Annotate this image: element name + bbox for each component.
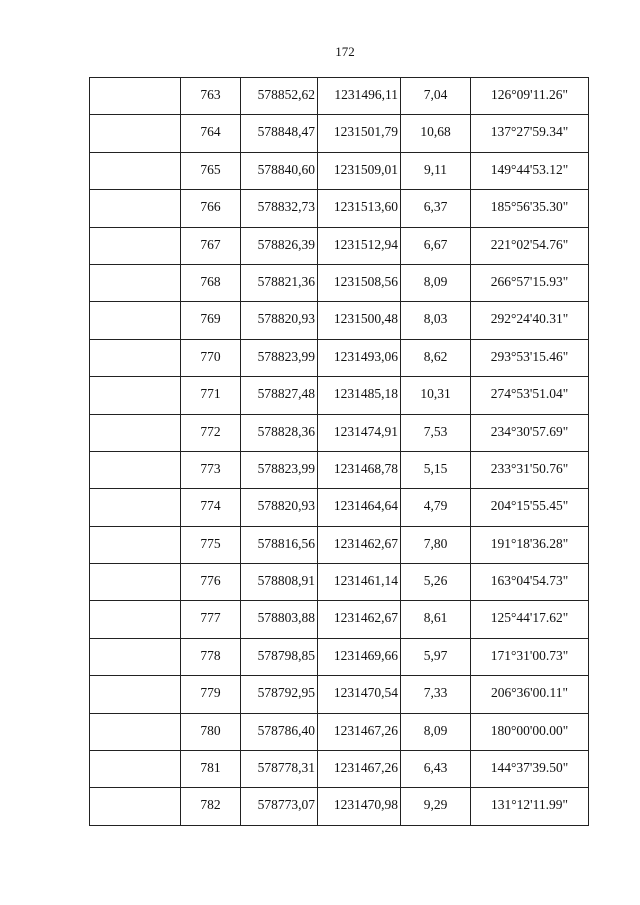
empty-cell xyxy=(90,601,181,638)
direction-angle-cell xyxy=(471,564,589,601)
x-coordinate-cell-text: 578820,93 xyxy=(257,498,315,514)
point-number-cell xyxy=(181,414,241,451)
x-coordinate-cell-text: 578852,62 xyxy=(257,87,315,102)
x-coordinate-cell xyxy=(241,227,318,264)
y-coordinate-cell xyxy=(318,377,401,414)
distance-cell xyxy=(401,377,471,414)
empty-cell xyxy=(90,676,181,713)
direction-angle-cell-text: 191°18'36.28" xyxy=(490,535,569,551)
empty-cell xyxy=(90,564,181,601)
empty-cell-text xyxy=(90,714,180,723)
y-coordinate-cell-text: 1231493,06 xyxy=(333,348,398,364)
distance-cell xyxy=(401,190,471,227)
x-coordinate-cell xyxy=(241,339,318,376)
x-coordinate-cell xyxy=(241,489,318,526)
y-coordinate-cell xyxy=(318,788,401,825)
direction-angle-cell-text: 206°36'00.11" xyxy=(491,685,568,701)
direction-angle-cell xyxy=(471,302,589,339)
point-number-cell xyxy=(181,264,241,301)
x-coordinate-cell xyxy=(241,78,318,115)
x-coordinate-cell xyxy=(241,414,318,451)
x-coordinate-cell-text: 578823,99 xyxy=(257,348,315,364)
empty-cell xyxy=(90,713,181,750)
empty-cell-text xyxy=(90,190,180,199)
direction-angle-cell xyxy=(471,788,589,825)
x-coordinate-cell-text: 578820,93 xyxy=(257,311,315,327)
table-row xyxy=(90,788,589,825)
direction-angle-cell xyxy=(471,601,589,638)
direction-angle-cell xyxy=(471,638,589,675)
table-row xyxy=(90,152,589,189)
direction-angle-cell xyxy=(471,713,589,750)
empty-cell-text xyxy=(90,115,180,124)
table-row xyxy=(90,564,589,601)
point-number-cell-text: 769 xyxy=(200,311,221,327)
direction-angle-cell-text: 274°53'51.04" xyxy=(490,386,569,402)
empty-cell xyxy=(90,302,181,339)
x-coordinate-cell-text: 578826,39 xyxy=(257,236,315,252)
direction-angle-cell-text: 204°15'55.45" xyxy=(490,498,569,514)
distance-cell-text: 6,37 xyxy=(423,199,448,215)
table-row xyxy=(90,414,589,451)
y-coordinate-cell-text: 1231500,48 xyxy=(333,311,398,327)
y-coordinate-cell-text: 1231470,98 xyxy=(333,797,398,813)
point-number-cell xyxy=(181,227,241,264)
direction-angle-cell xyxy=(471,751,589,788)
y-coordinate-cell xyxy=(318,78,401,115)
distance-cell xyxy=(401,152,471,189)
x-coordinate-cell xyxy=(241,526,318,563)
distance-cell-text: 6,43 xyxy=(423,760,448,776)
empty-cell xyxy=(90,339,181,376)
empty-cell xyxy=(90,115,181,152)
empty-cell xyxy=(90,451,181,488)
y-coordinate-cell-text: 1231508,56 xyxy=(333,273,398,289)
y-coordinate-cell-text: 1231485,18 xyxy=(333,386,398,402)
y-coordinate-cell xyxy=(318,564,401,601)
y-coordinate-cell-text: 1231501,79 xyxy=(333,124,398,140)
distance-cell-text: 10,68 xyxy=(420,124,451,140)
x-coordinate-cell xyxy=(241,264,318,301)
y-coordinate-cell-text: 1231467,26 xyxy=(333,722,398,738)
empty-cell xyxy=(90,638,181,675)
x-coordinate-cell xyxy=(241,152,318,189)
y-coordinate-cell xyxy=(318,302,401,339)
table-row xyxy=(90,751,589,788)
direction-angle-cell-text: 180°00'00.00" xyxy=(490,722,569,738)
direction-angle-cell xyxy=(471,78,589,115)
empty-cell-text xyxy=(90,302,180,311)
direction-angle-cell-text: 149°44'53.12" xyxy=(490,161,569,177)
point-number-cell xyxy=(181,638,241,675)
y-coordinate-cell-text: 1231462,67 xyxy=(333,535,398,551)
direction-angle-cell-text: 131°12'11.99" xyxy=(491,797,568,813)
direction-angle-cell-text: 137°27'59.34" xyxy=(490,124,569,140)
point-number-cell-text: 766 xyxy=(200,199,221,215)
y-coordinate-cell xyxy=(318,713,401,750)
point-number-cell-text: 775 xyxy=(200,535,221,551)
direction-angle-cell-text: 125°44'17.62" xyxy=(490,610,569,626)
direction-angle-cell xyxy=(471,115,589,152)
distance-cell-text: 8,61 xyxy=(423,610,448,626)
empty-cell-text xyxy=(90,153,180,162)
y-coordinate-cell-text: 1231512,94 xyxy=(333,236,398,252)
point-number-cell-text: 782 xyxy=(200,797,221,813)
direction-angle-cell xyxy=(471,526,589,563)
coordinates-table-body xyxy=(90,78,589,826)
table-row xyxy=(90,302,589,339)
point-number-cell-text: 770 xyxy=(200,348,221,364)
y-coordinate-cell xyxy=(318,751,401,788)
point-number-cell xyxy=(181,564,241,601)
distance-cell xyxy=(401,227,471,264)
empty-cell-text xyxy=(90,228,180,237)
y-coordinate-cell xyxy=(318,526,401,563)
x-coordinate-cell-text: 578786,40 xyxy=(257,722,315,738)
distance-cell-text: 10,31 xyxy=(420,386,451,402)
y-coordinate-cell-text: 1231474,91 xyxy=(333,423,398,439)
table-row xyxy=(90,638,589,675)
y-coordinate-cell xyxy=(318,227,401,264)
empty-cell-text xyxy=(90,415,180,424)
y-coordinate-cell-text: 1231470,54 xyxy=(333,685,398,701)
distance-cell xyxy=(401,713,471,750)
point-number-cell-text: 777 xyxy=(200,610,221,626)
x-coordinate-cell-text: 578848,47 xyxy=(257,124,315,140)
point-number-cell-text: 765 xyxy=(200,161,221,177)
y-coordinate-cell-text: 1231461,14 xyxy=(333,573,398,589)
direction-angle-cell-text: 293°53'15.46" xyxy=(490,348,569,364)
empty-cell xyxy=(90,190,181,227)
distance-cell xyxy=(401,264,471,301)
distance-cell xyxy=(401,302,471,339)
table-row xyxy=(90,713,589,750)
empty-cell-text xyxy=(90,377,180,386)
point-number-cell xyxy=(181,377,241,414)
direction-angle-cell xyxy=(471,451,589,488)
x-coordinate-cell-text: 578828,36 xyxy=(257,423,315,439)
direction-angle-cell xyxy=(471,414,589,451)
distance-cell-text: 8,62 xyxy=(423,348,448,364)
distance-cell-text: 6,67 xyxy=(423,236,448,252)
direction-angle-cell-text: 234°30'57.69" xyxy=(490,423,569,439)
empty-cell-text xyxy=(90,601,180,610)
y-coordinate-cell-text: 1231469,66 xyxy=(333,647,398,663)
y-coordinate-cell xyxy=(318,264,401,301)
distance-cell-text: 8,09 xyxy=(423,273,448,289)
distance-cell xyxy=(401,526,471,563)
x-coordinate-cell-text: 578778,31 xyxy=(257,760,315,776)
table-row xyxy=(90,526,589,563)
y-coordinate-cell xyxy=(318,152,401,189)
y-coordinate-cell xyxy=(318,601,401,638)
point-number-cell xyxy=(181,152,241,189)
y-coordinate-cell xyxy=(318,339,401,376)
point-number-cell xyxy=(181,526,241,563)
empty-cell xyxy=(90,264,181,301)
distance-cell xyxy=(401,78,471,115)
distance-cell-text: 5,15 xyxy=(423,460,448,476)
x-coordinate-cell-text: 578823,99 xyxy=(257,460,315,476)
direction-angle-cell-text: 292°24'40.31" xyxy=(490,311,569,327)
empty-cell xyxy=(90,227,181,264)
table-row xyxy=(90,676,589,713)
y-coordinate-cell-text: 1231513,60 xyxy=(333,199,398,215)
table-row xyxy=(90,227,589,264)
point-number-cell xyxy=(181,489,241,526)
point-number-cell-text: 771 xyxy=(200,386,221,402)
direction-angle-cell-text: 126°09'11.26" xyxy=(491,87,568,102)
table-row xyxy=(90,190,589,227)
distance-cell-text: 5,97 xyxy=(423,647,448,663)
x-coordinate-cell-text: 578816,56 xyxy=(257,535,315,551)
distance-cell xyxy=(401,751,471,788)
distance-cell-text: 7,80 xyxy=(423,535,448,551)
empty-cell-text xyxy=(90,788,180,797)
direction-angle-cell xyxy=(471,190,589,227)
distance-cell-text: 5,26 xyxy=(423,573,448,589)
point-number-cell xyxy=(181,451,241,488)
x-coordinate-cell xyxy=(241,638,318,675)
direction-angle-cell xyxy=(471,489,589,526)
point-number-cell xyxy=(181,115,241,152)
table-row xyxy=(90,377,589,414)
empty-cell xyxy=(90,152,181,189)
direction-angle-cell-text: 221°02'54.76" xyxy=(490,236,569,252)
point-number-cell-text: 763 xyxy=(200,87,221,102)
point-number-cell-text: 768 xyxy=(200,273,221,289)
empty-cell-text xyxy=(90,564,180,573)
y-coordinate-cell xyxy=(318,676,401,713)
point-number-cell-text: 778 xyxy=(200,647,221,663)
page-number: 172 xyxy=(335,44,355,59)
direction-angle-cell xyxy=(471,676,589,713)
distance-cell xyxy=(401,564,471,601)
x-coordinate-cell-text: 578821,36 xyxy=(257,273,315,289)
y-coordinate-cell xyxy=(318,115,401,152)
point-number-cell xyxy=(181,302,241,339)
x-coordinate-cell xyxy=(241,564,318,601)
direction-angle-cell xyxy=(471,339,589,376)
y-coordinate-cell-text: 1231496,11 xyxy=(334,87,398,102)
empty-cell-text xyxy=(90,340,180,349)
x-coordinate-cell xyxy=(241,377,318,414)
distance-cell-text: 8,03 xyxy=(423,311,448,327)
table-row xyxy=(90,601,589,638)
direction-angle-cell xyxy=(471,264,589,301)
x-coordinate-cell-text: 578792,95 xyxy=(257,685,315,701)
y-coordinate-cell-text: 1231462,67 xyxy=(333,610,398,626)
x-coordinate-cell xyxy=(241,713,318,750)
empty-cell-text xyxy=(90,78,180,87)
empty-cell xyxy=(90,489,181,526)
point-number-cell xyxy=(181,713,241,750)
direction-angle-cell-text: 144°37'39.50" xyxy=(490,760,569,776)
x-coordinate-cell xyxy=(241,190,318,227)
x-coordinate-cell-text: 578803,88 xyxy=(257,610,315,626)
distance-cell xyxy=(401,451,471,488)
distance-cell-text: 7,04 xyxy=(423,87,448,102)
distance-cell-text: 7,33 xyxy=(423,685,448,701)
direction-angle-cell xyxy=(471,227,589,264)
direction-angle-cell-text: 171°31'00.73" xyxy=(490,647,569,663)
point-number-cell-text: 781 xyxy=(200,760,221,776)
table-row xyxy=(90,78,589,115)
table-row xyxy=(90,451,589,488)
distance-cell xyxy=(401,489,471,526)
distance-cell-text: 8,09 xyxy=(423,722,448,738)
empty-cell-text xyxy=(90,751,180,760)
point-number-cell xyxy=(181,78,241,115)
table-row xyxy=(90,115,589,152)
point-number-cell-text: 774 xyxy=(200,498,221,514)
distance-cell-text: 9,11 xyxy=(423,161,448,177)
table-row xyxy=(90,489,589,526)
empty-cell xyxy=(90,78,181,115)
y-coordinate-cell-text: 1231464,64 xyxy=(333,498,398,514)
table-row xyxy=(90,264,589,301)
y-coordinate-cell-text: 1231467,26 xyxy=(333,760,398,776)
x-coordinate-cell-text: 578840,60 xyxy=(257,161,315,177)
point-number-cell xyxy=(181,788,241,825)
point-number-cell-text: 776 xyxy=(200,573,221,589)
distance-cell-text: 4,79 xyxy=(423,498,448,514)
y-coordinate-cell xyxy=(318,489,401,526)
x-coordinate-cell xyxy=(241,676,318,713)
direction-angle-cell-text: 266°57'15.93" xyxy=(490,273,569,289)
direction-angle-cell xyxy=(471,152,589,189)
point-number-cell xyxy=(181,601,241,638)
point-number-cell-text: 772 xyxy=(200,423,221,439)
point-number-cell-text: 764 xyxy=(200,124,221,140)
distance-cell xyxy=(401,414,471,451)
empty-cell-text xyxy=(90,639,180,648)
empty-cell-text xyxy=(90,489,180,498)
x-coordinate-cell-text: 578832,73 xyxy=(257,199,315,215)
distance-cell xyxy=(401,601,471,638)
x-coordinate-cell xyxy=(241,115,318,152)
direction-angle-cell xyxy=(471,377,589,414)
distance-cell xyxy=(401,339,471,376)
point-number-cell-text: 780 xyxy=(200,722,221,738)
direction-angle-cell-text: 185°56'35.30" xyxy=(490,199,569,215)
empty-cell xyxy=(90,526,181,563)
point-number-cell xyxy=(181,190,241,227)
x-coordinate-cell xyxy=(241,788,318,825)
distance-cell xyxy=(401,115,471,152)
empty-cell xyxy=(90,788,181,825)
empty-cell xyxy=(90,414,181,451)
empty-cell xyxy=(90,377,181,414)
point-number-cell-text: 773 xyxy=(200,460,221,476)
point-number-cell xyxy=(181,751,241,788)
y-coordinate-cell xyxy=(318,414,401,451)
x-coordinate-cell xyxy=(241,451,318,488)
distance-cell-text: 7,53 xyxy=(423,423,448,439)
empty-cell-text xyxy=(90,452,180,461)
x-coordinate-cell-text: 578808,91 xyxy=(257,573,315,589)
empty-cell xyxy=(90,751,181,788)
x-coordinate-cell-text: 578773,07 xyxy=(257,797,315,813)
y-coordinate-cell xyxy=(318,638,401,675)
distance-cell xyxy=(401,788,471,825)
y-coordinate-cell xyxy=(318,190,401,227)
table-row xyxy=(90,339,589,376)
distance-cell-text: 9,29 xyxy=(423,797,448,813)
direction-angle-cell-text: 233°31'50.76" xyxy=(490,460,569,476)
y-coordinate-cell-text: 1231468,78 xyxy=(333,460,398,476)
point-number-cell-text: 767 xyxy=(200,236,221,252)
x-coordinate-cell-text: 578827,48 xyxy=(257,386,315,402)
direction-angle-cell-text: 163°04'54.73" xyxy=(490,573,569,589)
empty-cell-text xyxy=(90,676,180,685)
coordinates-table xyxy=(89,77,589,826)
x-coordinate-cell xyxy=(241,751,318,788)
point-number-cell-text: 779 xyxy=(200,685,221,701)
distance-cell xyxy=(401,676,471,713)
point-number-cell xyxy=(181,676,241,713)
x-coordinate-cell xyxy=(241,601,318,638)
empty-cell-text xyxy=(90,265,180,274)
distance-cell xyxy=(401,638,471,675)
x-coordinate-cell xyxy=(241,302,318,339)
empty-cell-text xyxy=(90,527,180,536)
point-number-cell xyxy=(181,339,241,376)
x-coordinate-cell-text: 578798,85 xyxy=(257,647,315,663)
y-coordinate-cell xyxy=(318,451,401,488)
y-coordinate-cell-text: 1231509,01 xyxy=(333,161,398,177)
